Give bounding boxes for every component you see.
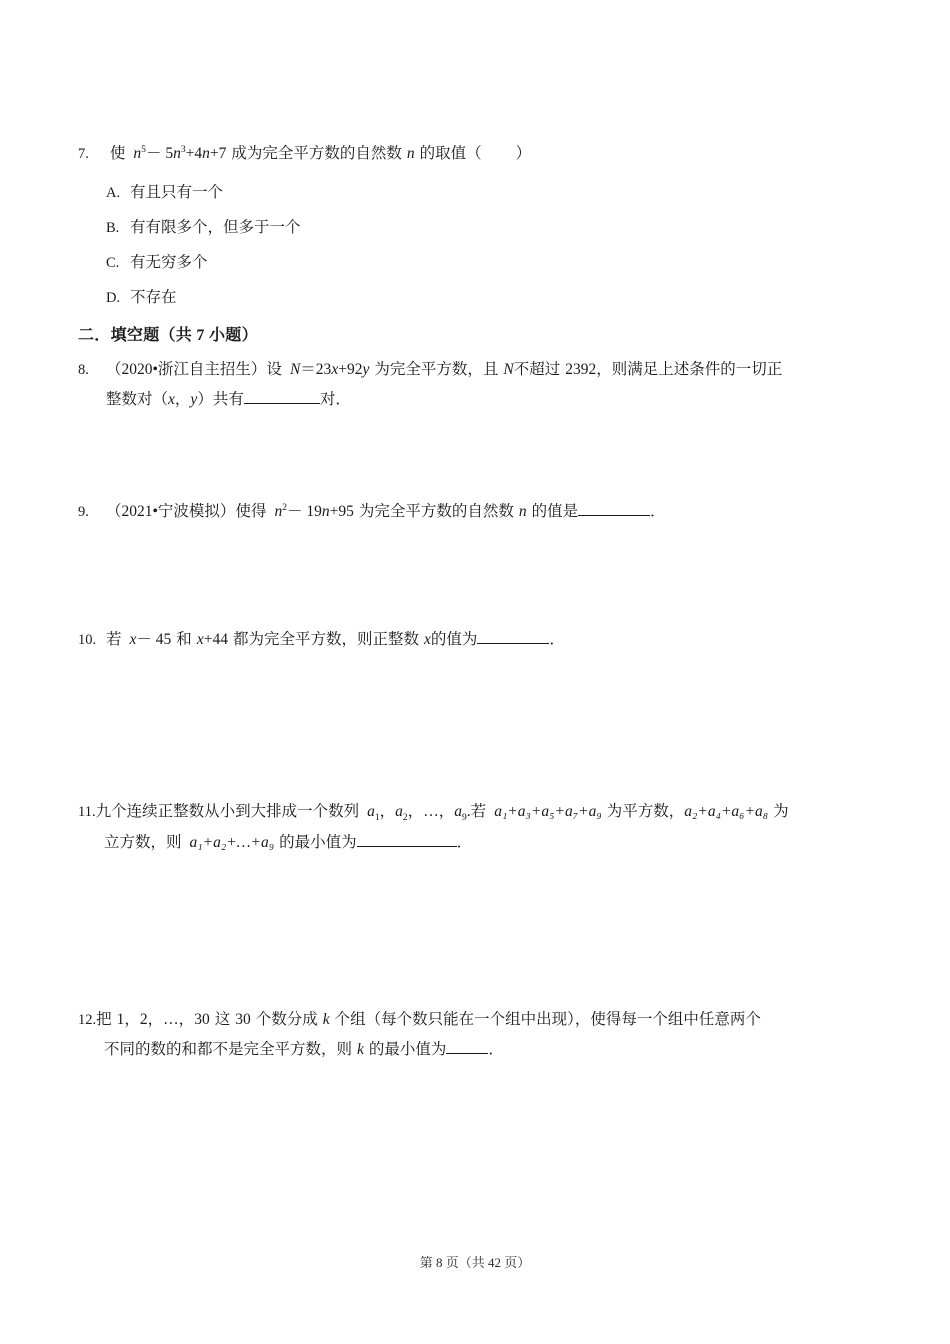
question-12-line2-pre: 不同的数的和都不是完全平方数，则 bbox=[104, 1041, 353, 1059]
question-8-line-1 bbox=[78, 355, 872, 385]
question-7-expr-base-2: n bbox=[173, 145, 181, 162]
question-9-expr-tail: +95 bbox=[329, 503, 354, 520]
question-9-var-n-2: n bbox=[518, 503, 527, 520]
question-8-eq: ＝23 bbox=[300, 361, 332, 378]
question-10 bbox=[78, 625, 872, 655]
question-12-line-1 bbox=[78, 1005, 872, 1035]
question-10-line-1 bbox=[78, 625, 872, 655]
question-8-var-y: y bbox=[362, 361, 370, 378]
question-7-option-b[interactable] bbox=[106, 215, 301, 237]
question-9-expr-sup: 2 bbox=[282, 501, 287, 513]
question-7-expr-base-1: n bbox=[133, 145, 142, 162]
question-12-n30: 30 bbox=[194, 1011, 210, 1028]
question-12-number: 12. bbox=[78, 1012, 97, 1028]
question-12-line1-mid-2: 个数分成 bbox=[255, 1011, 318, 1028]
question-10-conj: 和 bbox=[176, 631, 192, 648]
question-9-var-n: n bbox=[321, 503, 330, 520]
question-8-limit: 2392 bbox=[565, 361, 597, 378]
question-11-line1-tail: 为 bbox=[773, 803, 789, 820]
question-11-line-1 bbox=[78, 797, 872, 828]
question-8-source: （2020•浙江自主招生） bbox=[106, 361, 267, 378]
question-12-line1-mid: 这 bbox=[214, 1011, 231, 1028]
question-11-a2-sub: 2 bbox=[402, 812, 408, 824]
question-9-post: 为完全平方数的自然数 bbox=[358, 503, 514, 520]
question-10-var-x-2: x bbox=[196, 631, 204, 648]
question-10-number: 10. bbox=[78, 632, 97, 648]
question-9-period: ． bbox=[650, 503, 666, 520]
question-11-comma-3: ， bbox=[438, 803, 455, 820]
question-12-comma-1: ， bbox=[124, 1011, 140, 1028]
option-a-text: 有且只有一个 bbox=[130, 184, 224, 201]
question-7-expr-base-3: n bbox=[202, 145, 210, 162]
question-11-line1-mid: 为平方数， bbox=[606, 803, 685, 820]
question-11-line2-pre: 立方数，则 bbox=[104, 833, 182, 851]
question-7-option-a[interactable] bbox=[106, 180, 223, 202]
question-11-answer-blank[interactable] bbox=[357, 830, 457, 847]
question-9-expr-mid: － 19 bbox=[287, 503, 322, 520]
question-11-a1: a bbox=[367, 803, 375, 820]
question-10-answer-blank[interactable] bbox=[477, 628, 549, 645]
question-10-period: ． bbox=[549, 631, 565, 648]
question-9-number: 9. bbox=[78, 504, 89, 520]
question-12 bbox=[78, 1005, 872, 1065]
question-11-line-2 bbox=[78, 828, 872, 858]
question-8-plus: +92 bbox=[338, 361, 363, 378]
question-11-dots: … bbox=[423, 803, 439, 820]
question-7-number: 7. bbox=[78, 146, 89, 162]
option-a-label: A. bbox=[106, 185, 121, 201]
option-d-text: 不存在 bbox=[130, 289, 177, 306]
question-9-answer-blank[interactable] bbox=[578, 500, 650, 517]
question-10-var-x: x bbox=[129, 631, 137, 648]
question-12-var-k: k bbox=[322, 1011, 330, 1028]
question-11-sum-even: a₂+a₄+a₆+a₈ bbox=[684, 803, 769, 820]
question-12-count: 30 bbox=[235, 1011, 251, 1028]
question-11-comma-1: ， bbox=[379, 803, 396, 820]
question-12-line1-mid-3: 个组（每个数只能在一个组中出现），使得每一个组中任意两个 bbox=[334, 1011, 761, 1028]
section-2-heading: 二．填空题（共 7 小题） bbox=[78, 327, 258, 344]
question-10-end: 的值为 bbox=[430, 631, 478, 648]
question-7-stem-pre: 使 bbox=[109, 145, 126, 162]
question-8-line1-tail: ，则满足上述条件的一切正 bbox=[596, 361, 783, 378]
question-9-line-1 bbox=[78, 497, 872, 527]
question-8-var-n: N bbox=[289, 361, 301, 378]
question-9 bbox=[78, 497, 872, 527]
question-10-pre: 若 bbox=[106, 631, 122, 648]
question-9-pre: 使得 bbox=[235, 503, 267, 520]
question-11-period: ． bbox=[456, 833, 473, 851]
question-11-dot-ruo: .若 bbox=[466, 803, 487, 820]
question-7-expr-sup-2: 3 bbox=[180, 143, 186, 155]
question-11-a9-sub: 9 bbox=[462, 812, 467, 824]
question-12-period: ． bbox=[488, 1041, 504, 1059]
question-11-sum-all: a₁+a₂+…+a₉ bbox=[189, 833, 275, 851]
option-d-label: D. bbox=[106, 290, 121, 306]
question-9-expr-base: n bbox=[274, 503, 283, 520]
question-12-var-k-2: k bbox=[357, 1041, 364, 1059]
question-12-n1: 1 bbox=[116, 1011, 125, 1028]
footer-clip-region bbox=[0, 1252, 950, 1344]
question-9-source: （2021•宁波模拟） bbox=[106, 503, 236, 520]
page-footer: 第 8 页（共 42 页） bbox=[419, 1255, 531, 1270]
option-b-label: B. bbox=[106, 220, 120, 236]
question-12-n2: 2 bbox=[139, 1011, 148, 1028]
question-8-line1-pre: 设 bbox=[266, 361, 282, 378]
question-11-sum-odd: a₁+a₃+a₅+a₇+a₉ bbox=[494, 803, 602, 820]
question-8-line2-post: 对． bbox=[319, 391, 351, 409]
question-7-stem bbox=[78, 139, 872, 169]
question-11-line1-pre: 九个连续正整数从小到大排成一个数列 bbox=[95, 803, 360, 820]
question-7-stem-post: 的取值（ bbox=[419, 145, 482, 162]
question-7-option-d[interactable] bbox=[106, 285, 177, 307]
option-b-text: 有有限多个，但多于一个 bbox=[130, 219, 301, 236]
question-7 bbox=[78, 139, 872, 169]
question-12-dots: … bbox=[163, 1011, 179, 1028]
option-c-text: 有无穷多个 bbox=[130, 254, 208, 271]
question-10-var-x-3: x bbox=[423, 631, 431, 648]
question-12-line2-mid: 的最小值为 bbox=[368, 1041, 447, 1059]
question-12-line-2 bbox=[78, 1035, 872, 1065]
question-7-stem-close: ） bbox=[515, 145, 532, 162]
option-c-label: C. bbox=[106, 255, 120, 271]
question-8-line2-pre: 整数对（ bbox=[106, 391, 169, 409]
question-9-end: 的值是 bbox=[531, 503, 579, 520]
question-7-expr-tail-2: +7 bbox=[209, 145, 227, 162]
question-12-answer-blank[interactable] bbox=[446, 1038, 488, 1055]
question-8-line-2 bbox=[78, 385, 872, 415]
question-7-variable: n bbox=[406, 145, 415, 162]
question-11-a9: a bbox=[454, 803, 462, 820]
question-7-expr-mid: － 5 bbox=[145, 145, 174, 162]
question-8-var-x: x bbox=[331, 361, 339, 378]
question-8 bbox=[78, 355, 872, 415]
question-8-l2-comma: ， bbox=[174, 391, 191, 409]
question-7-expr-tail: +4 bbox=[185, 145, 203, 162]
question-12-line1-pre: 把 bbox=[96, 1011, 112, 1028]
question-11-comma-2: ， bbox=[407, 803, 424, 820]
question-7-option-c[interactable] bbox=[106, 250, 208, 272]
question-11-line2-mid: 的最小值为 bbox=[279, 833, 357, 851]
question-8-line1-post: 不超过 bbox=[513, 361, 561, 378]
question-10-post: 都为完全平方数，则正整数 bbox=[232, 631, 419, 648]
question-7-expr-sup-1: 5 bbox=[141, 143, 146, 155]
question-11-number: 11. bbox=[78, 804, 96, 820]
question-8-l2-y: y bbox=[190, 391, 198, 409]
question-8-l2-x: x bbox=[168, 391, 175, 409]
question-7-stem-mid: 成为完全平方数的自然数 bbox=[231, 145, 402, 162]
question-8-line2-mid: ）共有 bbox=[197, 391, 244, 409]
question-8-line1-mid: 为完全平方数，且 bbox=[374, 361, 499, 378]
question-11-a1-sub: 1 bbox=[374, 812, 380, 824]
question-11 bbox=[78, 797, 872, 858]
question-8-var-n-2: N bbox=[503, 361, 514, 378]
question-11-a2: a bbox=[395, 803, 403, 820]
question-12-comma-2: ， bbox=[147, 1011, 164, 1028]
question-8-number: 8. bbox=[78, 362, 89, 378]
question-8-answer-blank[interactable] bbox=[244, 388, 320, 405]
question-10-mid-2: +44 bbox=[203, 631, 228, 648]
question-10-mid-1: － 45 bbox=[136, 631, 172, 648]
question-12-comma-3: ， bbox=[178, 1011, 195, 1028]
